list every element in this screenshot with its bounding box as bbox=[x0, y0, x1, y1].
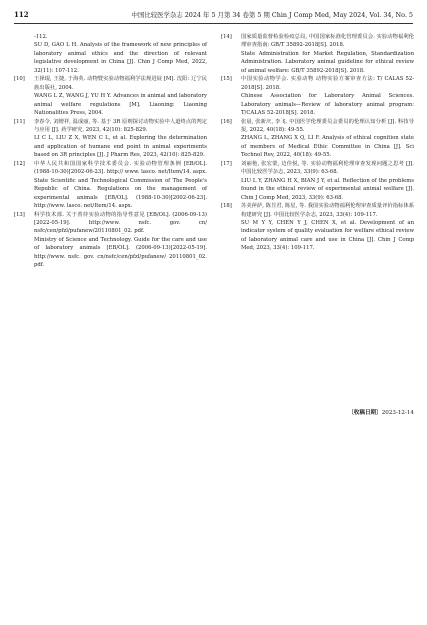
reference-text-en: LI C L, LIU Z X, WEN C L, et al. Exploring the determination and application of humane end point in animal experiments based on 3R principles [J]. J Pharm Res, 2023, 42(10): 825-829. bbox=[34, 135, 207, 159]
reference-text-en: ZHANG L, ZHANG X Q, LI F. Analysis of ethical cognition state of members of Medical Ethic Committee in China [J]. Sci Technol Rev, 2022, 40(18): 49-55. bbox=[241, 135, 414, 159]
running-head: 中国比较医学杂志 2024 年 5 月第 34 卷第 5 期 Chin J Comp Med, May 2024, Vol. 34, No. 5 bbox=[131, 11, 413, 19]
reference-text-zh: 张晨, 张新庆, 李飞. 中国医学伦理委员会委员的伦理认知分析 [J]. 科技导报, 2022, 40(18): 49-55. bbox=[241, 118, 414, 133]
reference-number: [15] bbox=[221, 76, 232, 83]
reference-column-left bbox=[14, 33, 207, 270]
reference-number: [13] bbox=[14, 211, 25, 218]
reference-number: [17] bbox=[221, 160, 232, 167]
reference-text-zh: 李春令, 刘增祥, 温成丽, 等. 基于 3R 原则探讨动物实验中人道终点的判定与应用 [J]. 药学研究, 2023, 42(10): 825-829. bbox=[34, 118, 207, 133]
reference-text-en: State Administration for Market Regulation, Standardization Administration. Laboratory animal guideline for ethical review of animal welfare: GB/T 35892-2018[S]. 2018. bbox=[241, 50, 414, 74]
received-date-label: 〔收稿日期〕 bbox=[348, 410, 382, 416]
reference-number: [16] bbox=[221, 118, 232, 125]
reference-item bbox=[14, 211, 207, 270]
reference-text-en: SU D, GAO L H. Analysis of the framework of new principles of laboratory animal ethics and the direction of relevant legislative development in China [J]. Chin J Comp Med, 2022, 32(11): 107-112. bbox=[34, 42, 207, 74]
reference-number: [14] bbox=[221, 34, 232, 40]
reference-number: [18] bbox=[221, 203, 232, 210]
reference-number: [10] bbox=[14, 76, 25, 83]
header-rule bbox=[14, 23, 413, 24]
reference-text-en: WANG L Z, WANG J, YU H Y. Advances in animal and laboratory animal welfare regulations [M]. Liaoning: Liaoning Nationalities Press, 2004. bbox=[34, 93, 207, 117]
reference-text-zh: 中华人民共和国国家科学技术委员会. 实验动物管理条例 [EB/OL]. (1988-10-30)[2002-06-23]. http:// www. lasco. net/Item/14. aspx. bbox=[34, 160, 207, 176]
reference-text-en: LIU L Y, ZHANG H X, BIAN J Y, et al. Reflection of the problems found in the ethical review of experimental animal welfare [J]. Chin J Comp Med, 2023, 33(9): 63-68. bbox=[241, 177, 414, 201]
received-date-value: 2023-12-14 bbox=[381, 410, 414, 416]
reference-text-en: Ministry of Science and Technology. Guide for the care and use of laboratory animals [EB/OL]. (2006-09-13)[2022-05-19]. http://www. nsfc. gov. cn/nsfc/cen/pfzl/pufanew/ 20110801_02. pdf. bbox=[34, 236, 207, 269]
reference-item bbox=[14, 75, 207, 117]
reference-text-en: SU M Y Y, CHEN Y J, CHEN X, et al. Development of an indicator system of quality evaluation for welfare ethical review of laboratory animal care and use in China [J]. Chin J Comp Med, 2023, 33(4): 109-117. bbox=[241, 219, 414, 252]
reference-number: [11] bbox=[14, 118, 25, 125]
reference-text-zh: -112. bbox=[34, 34, 48, 40]
reference-number: [12] bbox=[14, 160, 25, 167]
reference-text-zh: 苏美萍萨, 陈昱君, 陈星, 等. 我国实验动物福利伦理审查质量评价指标体系构建研究 [J]. 中国比较医学杂志, 2023, 33(4): 109-117. bbox=[241, 203, 414, 218]
reference-item bbox=[14, 160, 207, 211]
reference-text-zh: 刘丽艳, 张宏蒙, 边佳悦, 等. 实验动物福利伦理审查发现问题之思考 [J]. 中国比较医学杂志, 2023, 33(9): 63-68. bbox=[241, 160, 414, 176]
received-date bbox=[221, 408, 414, 416]
reference-item bbox=[221, 160, 414, 202]
reference-text-en: Chinese Association for Laboratory Animal Sciences. Laboratory animals—Review of laboratory animal program: T/CALAS 52-2018[S]. 2018. bbox=[241, 93, 414, 117]
reference-item bbox=[221, 75, 414, 117]
page-header bbox=[14, 8, 413, 22]
reference-text-zh: 中国实验动物学会. 实验动物 动物实验方案审查方法: T/ CALAS 52-2018[S]. 2018. bbox=[241, 76, 414, 91]
reference-item bbox=[221, 33, 414, 75]
reference-text-en: State Scientific and Technological Commission of The People's Republic of China. Regulations on the management of experimental animals [EB/OL]. (1988-10-30)[2002-06-23]. http://www. lasco. net/Item/14. aspx. bbox=[34, 177, 207, 210]
reference-text-zh: 王择琨, 王捷, 于海英. 动物暨实验动物福利学法规进展 [M]. 沈阳: 辽宁民族出版社, 2004. bbox=[34, 76, 207, 91]
reference-item bbox=[14, 33, 207, 75]
reference-text-zh: 科学技术部. 关于善待实验动物的指导性意见 [EB/OL]. (2006-09-13)[2022-05-19]. http://www. nsfc. gov. cn/ nsfc/cen/pfzl/pufanew/20110801_02. pdf. bbox=[34, 211, 207, 235]
reference-item bbox=[221, 202, 414, 253]
reference-item bbox=[221, 118, 414, 160]
reference-text-zh: 国家质量监督检验检疫总局, 中国国家标准化管理委员会. 实验动物福利伦理审查指南: GB/T 35892-2018[S]. 2018. bbox=[241, 34, 414, 49]
reference-item bbox=[14, 118, 207, 160]
page-number: 112 bbox=[14, 10, 29, 19]
reference-column-right bbox=[221, 33, 414, 253]
